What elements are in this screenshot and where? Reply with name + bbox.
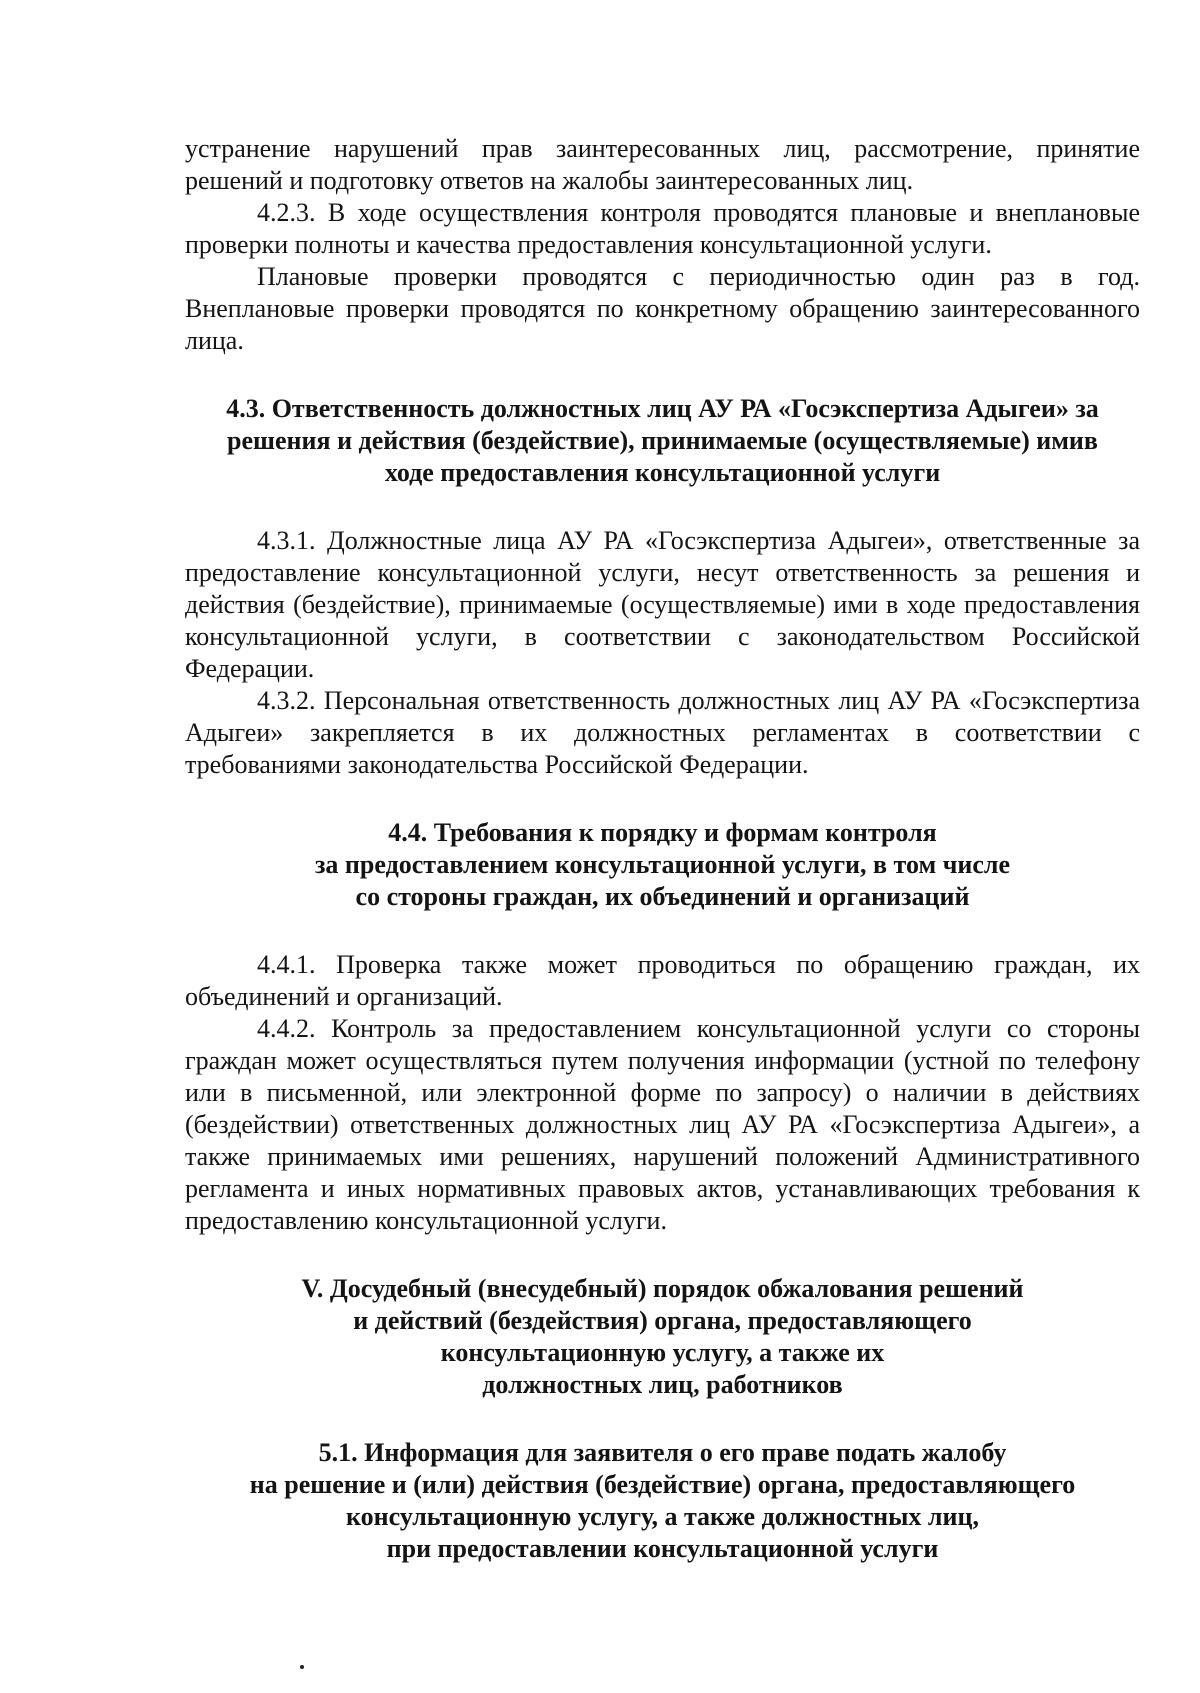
heading-line: консультационную услугу, а также должностных лиц, bbox=[346, 1502, 979, 1531]
heading-line: консультационную услугу, а также их bbox=[440, 1338, 885, 1367]
heading-line: при предоставлении консультационной услуги bbox=[386, 1534, 939, 1563]
heading-line: ходе предоставления консультационной услуги bbox=[384, 458, 941, 487]
paragraph-4-2-3: 4.2.3. В ходе осуществления контроля проводятся плановые и внеплановые проверки полноты и качества предоставления консультационной услуги. bbox=[185, 198, 1140, 259]
heading-line: за предоставлением консультационной услуги, в том числе bbox=[314, 850, 1011, 879]
heading-5-1 bbox=[185, 1437, 1140, 1565]
heading-line: решения и действия (бездействие), принимаемые (осуществляемые) имив bbox=[227, 426, 1098, 455]
paragraph-4-3-2: 4.3.2. Персональная ответственность должностных лиц АУ РА «Госэкспертиза Адыгеи» закрепляется в их должностных регламентах в соответствии с требованиями законодательства Российской Федерации. bbox=[185, 686, 1140, 779]
heading-line: 5.1. Информация для заявителя о его праве подать жалобу bbox=[318, 1438, 1007, 1467]
heading-line: должностных лиц, работников bbox=[482, 1370, 843, 1399]
heading-line: со стороны граждан, их объединений и организаций bbox=[355, 882, 970, 911]
heading-line: на решение и (или) действия (бездействие) органа, предоставляющего bbox=[249, 1470, 1076, 1499]
paragraph-planned-checks: Плановые проверки проводятся с периодичностью один раз в год. Внеплановые проверки проводятся по конкретному обращению заинтересованного лица. bbox=[185, 262, 1140, 355]
heading-line: и действий (бездействия) органа, предоставляющего bbox=[353, 1306, 972, 1335]
paragraph-continuation: устранение нарушений прав заинтересованных лиц, рассмотрение, принятие решений и подготовку ответов на жалобы заинтересованных лиц. bbox=[185, 134, 1140, 195]
document-page bbox=[185, 133, 1140, 1565]
heading-section-v bbox=[185, 1273, 1140, 1401]
heading-line: V. Досудебный (внесудебный) порядок обжалования решений bbox=[301, 1274, 1024, 1303]
heading-line: 4.4. Требования к порядку и формам контроля bbox=[388, 818, 937, 847]
paragraph-4-4-2: 4.4.2. Контроль за предоставлением консультационной услуги со стороны граждан может осуществляться путем получения информации (устной по телефону или в письменной, или электронной форме по запросу) о наличии в действиях (бездействии) ответственных должностных лиц АУ РА «Госэкспертиза Адыгеи», а также принимаемых ими решениях, нарушений положений Административного регламента и иных нормативных правовых актов, устанавливающих требования к предоставлению консультационной услуги. bbox=[185, 1014, 1140, 1235]
paragraph-4-3-1: 4.3.1. Должностные лица АУ РА «Госэкспертиза Адыгеи», ответственные за предоставление консультационной услуги, несут ответственность за решения и действия (бездействие), принимаемые (осуществляемые) ими в ходе предоставления консультационной услуги, в соответствии с законодательством Российской Федерации. bbox=[185, 526, 1140, 683]
paragraph-4-4-1: 4.4.1. Проверка также может проводиться по обращению граждан, их объединений и организаций. bbox=[185, 950, 1140, 1011]
heading-4-3 bbox=[185, 393, 1140, 489]
heading-line: 4.3. Ответственность должностных лиц АУ РА «Госэкспертиза Адыгеи» за bbox=[226, 394, 1099, 423]
heading-4-4 bbox=[185, 817, 1140, 913]
scan-speck bbox=[300, 1665, 304, 1669]
